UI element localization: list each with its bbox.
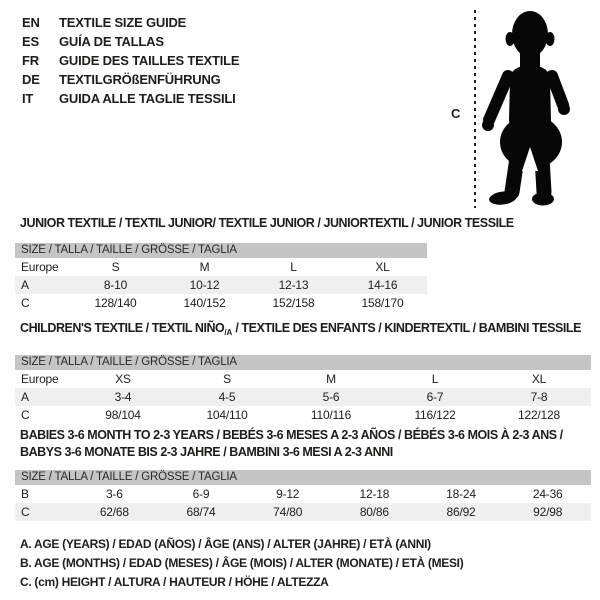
height-cell: 80/86 [359,505,389,519]
age-cell: 10-12 [189,278,220,292]
size-cell: XL [531,372,547,386]
language-title-list [22,13,239,108]
babies-title-line2: BABYS 3-6 MONATE BIS 2-3 JAHRE / BAMBINI 3-6 MESI A 2-3 ANNI [20,445,393,459]
baby-silhouette-icon [477,8,597,208]
language-code: FR [22,53,39,68]
size-cell: M [199,260,210,274]
language-row-en [22,13,239,32]
age-cell: 12-13 [278,278,309,292]
age-cell: 7-8 [530,390,548,404]
months-cell: 24-36 [532,487,563,501]
age-cell: 4-5 [218,390,236,404]
table-row-height [15,294,427,312]
height-cell: 152/158 [272,296,315,310]
language-code: EN [22,15,40,30]
language-code: IT [22,91,34,106]
row-label: C [21,408,30,422]
language-row-es [22,32,239,51]
height-cell: 140/152 [183,296,226,310]
table-row-europe [15,370,591,388]
size-cell: L [290,260,297,274]
table-row-height [15,406,591,424]
size-cell: L [431,372,439,386]
size-header-bar: SIZE / TALLA / TAILLE / GRÖSSE / TAGLIA [15,243,427,258]
table-row-europe [15,258,427,276]
height-cell: 110/116 [310,408,352,422]
months-cell: 3-6 [105,487,123,501]
height-cell: 86/92 [446,505,476,519]
footnote-age-years: A. AGE (YEARS) / EDAD (AÑOS) / ÂGE (ANS) / ALTER (JAHRE) / ETÀ (ANNI) [20,537,431,551]
height-cell: 74/80 [273,505,303,519]
row-label: A [21,390,29,404]
row-label: B [21,487,29,501]
row-label: Europe [21,260,59,274]
babies-size-table [15,470,591,521]
age-cell: 5-6 [322,390,340,404]
guide-title: GUÍA DE TALLAS [59,34,164,49]
guide-title: TEXTILE SIZE GUIDE [59,15,187,30]
height-cell: 122/128 [518,408,560,422]
table-row-age [15,388,591,406]
row-label: C [21,505,30,519]
age-cell: 6-7 [426,390,444,404]
language-row-fr [22,51,239,70]
children-title-text: CHILDREN'S TEXTILE / TEXTIL NIÑO [20,321,225,335]
height-cell: 128/140 [94,296,137,310]
size-cell: S [111,260,120,274]
table-row-months [15,485,591,503]
height-cell: 92/98 [533,505,563,519]
size-cell: S [223,372,231,386]
height-cell: 98/104 [105,408,141,422]
months-cell: 9-12 [276,487,300,501]
size-header-bar: SIZE / TALLA / TAILLE / GRÖSSE / TAGLIA [15,355,591,370]
table-row-height [15,503,591,521]
table-row-age [15,276,427,294]
guide-title: TEXTILGRÖßENFÜHRUNG [59,72,221,87]
age-cell: 3-4 [114,390,132,404]
legend-footnotes [20,535,463,592]
babies-section-title [20,427,563,461]
height-dotted-line [474,10,476,208]
row-label: C [21,296,30,310]
months-cell: 18-24 [446,487,476,501]
row-label: A [21,278,29,292]
months-cell: 6-9 [192,487,210,501]
size-header-bar: SIZE / TALLA / TAILLE / GRÖSSE / TAGLIA [15,470,591,485]
children-title-text: / TEXTILE DES ENFANTS / KINDERTEXTIL / BAMBINI TESSILE [232,321,581,335]
height-cell: 68/74 [186,505,216,519]
children-title-subscript: /A [224,328,233,337]
language-row-de [22,70,239,89]
size-cell: M [326,372,336,386]
row-label: Europe [21,372,59,386]
height-cell: 62/68 [99,505,129,519]
footnote-height: C. (cm) HEIGHT / ALTURA / HAUTEUR / HÖHE / ALTEZZA [20,575,329,589]
children-size-table [15,355,591,424]
height-measure-label: C [451,106,461,121]
junior-section-title: JUNIOR TEXTILE / TEXTIL JUNIOR/ TEXTILE JUNIOR / JUNIORTEXTIL / JUNIOR TESSILE [20,216,514,230]
language-row-it [22,89,239,108]
language-code: ES [22,34,39,49]
junior-size-table [15,243,427,312]
guide-title: GUIDE DES TAILLES TEXTILE [59,53,240,68]
months-cell: 12-18 [359,487,390,501]
size-cell: XL [375,260,390,274]
babies-title-line1: BABIES 3-6 MONTH TO 2-3 YEARS / BEBÉS 3-6 MESES A 2-3 AÑOS / BÉBÉS 3-6 MOIS À 2-3 ANS / [20,428,563,442]
age-cell: 14-16 [367,278,398,292]
language-code: DE [22,72,40,87]
age-cell: 8-10 [103,278,128,292]
height-cell: 158/170 [361,296,404,310]
height-cell: 116/122 [414,408,456,422]
guide-title: GUIDA ALLE TAGLIE TESSILI [59,91,236,106]
size-cell: XS [115,372,131,386]
footnote-age-months: B. AGE (MONTHS) / EDAD (MESES) / ÂGE (MOIS) / ALTER (MONATE) / ETÀ (MESI) [20,556,464,570]
height-cell: 104/110 [206,408,248,422]
children-section-title [20,320,581,338]
